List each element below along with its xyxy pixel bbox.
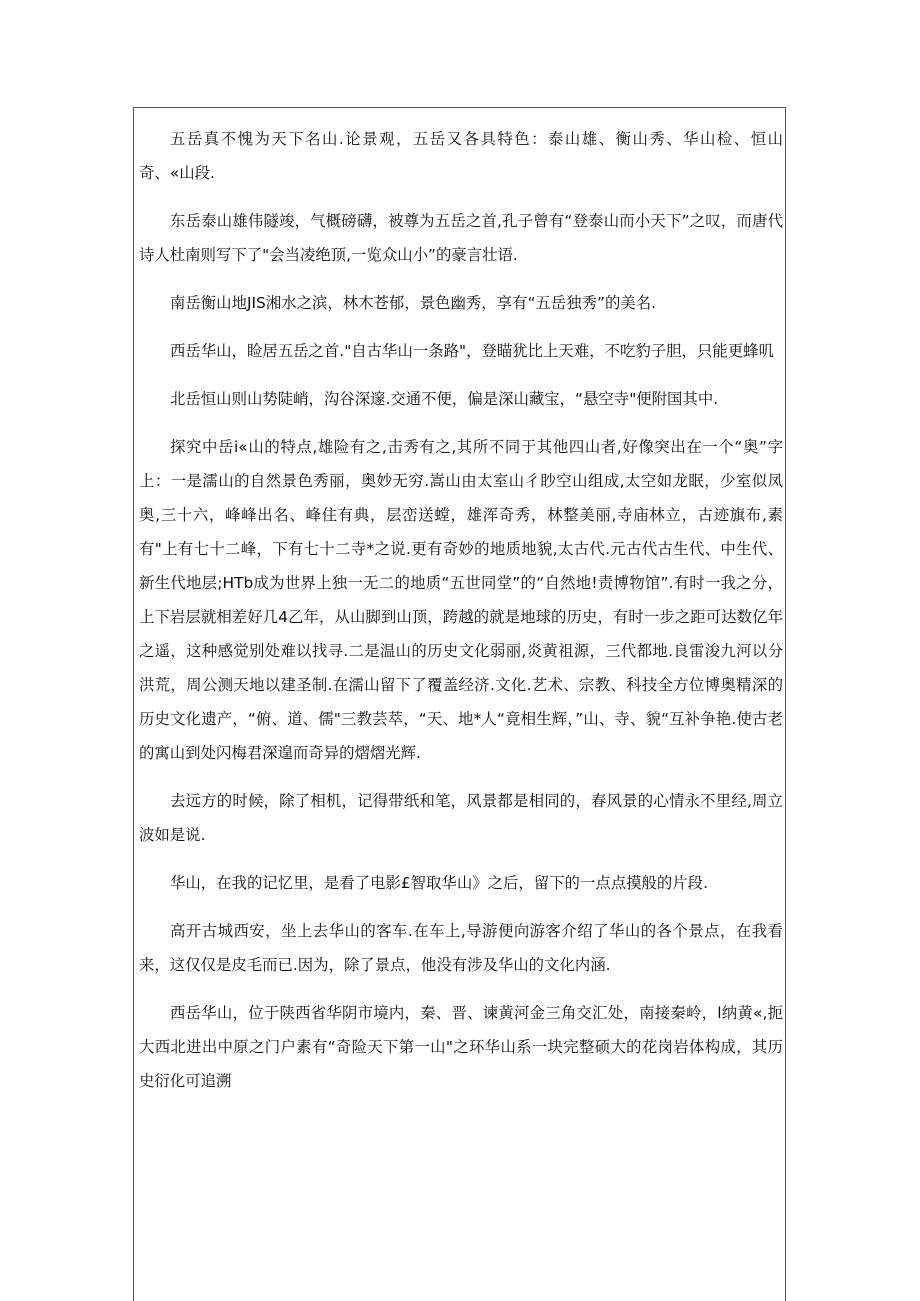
paragraph-mount-heng-north: 北岳恒山则山势陡峭，沟谷深邃.交通不便，偏是深山藏宝，“悬空寺"便附国其中. bbox=[170, 390, 719, 408]
paragraph-huashan-memory: 华山，在我的记忆里，是看了电影£智取华山》之后，留下的一点点摸般的片段. bbox=[170, 874, 708, 892]
paragraph-huashan-location: 西岳华山，位于陕西省华阴市境内，秦、晋、谏黄河金三角交汇处，南接秦岭，l纳黄«,扼大西北进出中原之门户素有“奇险天下第一山"之环华山系一块完整硕大的花岗岩体构成，其历史衍化可追溯 bbox=[139, 1004, 783, 1090]
document-body bbox=[139, 122, 783, 1112]
paragraph-travel-quote: 去远方的时候，除了相机，记得带纸和笔，风景都是相同的，春风景的心情永不里经,周立波如是说. bbox=[139, 792, 783, 844]
paragraph-mount-song: 探究中岳i«山的特点,雄险有之,击秀有之,其所不同于其他四山者,好像突出在一个“奥”字上：一是濡山的自然景色秀丽，奥妙无穷.嵩山由太室山彳眇空山组成,太空如龙眠，少室似凤奥,三十六，峰峰出名、峰住有典，层峦送螳，雄浑奇秀，林整美丽,寺庙林立，古迹旗布,素有"上有七十二峰，下有七十二寺*之说.更有奇妙的地质地貌,太古代.元古代古生代、中生代、新生代地层;HTb成为世界上独一无二的地质“五世同堂”的“自然地!责博物馆”.有时一我之分，上下岩层就相差好几4乙年，从山脚到山顶，跨越的就是地球的历史，有时一步之距可达数亿年之遥，这种感觉别处难以找寻.二是温山的历史文化弱丽,炎黄祖源，三代都地.良雷浚九河以分洪荒，周公测天地以建圣制.在濡山留下了覆盖经济.文化.艺术、宗教、科技全方位博奥精深的历史文化遗产，“俯、道、儒"三教芸萃，“天、地*人“竟相生辉，”山、寺、貌“互补争艳.使古老的寓山到处闪梅君深遑而奇异的熠熠光辉. bbox=[139, 438, 783, 762]
paragraph-mount-heng-south: 南岳衡山地JIS湘水之滨，林木苍郁，景色幽秀，享有“五岳独秀”的美名. bbox=[170, 294, 657, 312]
paragraph-mount-tai: 东岳泰山雄伟隧竣，气概磅礴，被尊为五岳之首,孔子曾有“登泰山而小天下”之叹，而唐代诗人杜南则写下了"会当凌绝顶,一览众山小”的豪言壮语. bbox=[139, 212, 783, 264]
paragraph-five-mountains-intro: 五岳真不愧为天下名山.论景观，五岳又各具特色：泰山雄、衡山秀、华山检、恒山奇、«山段. bbox=[139, 130, 783, 182]
paragraph-xian-departure: 高开古城西安，坐上去华山的客车.在车上,导游便向游客介绍了华山的各个景点，在我看来，这仅仅是皮毛而已.因为，除了景点，他没有涉及华山的文化内涵. bbox=[139, 922, 783, 974]
paragraph-mount-hua: 西岳华山，睑居五岳之首."自古华山一条路"，登瞄犹比上天难，不吃豹子胆，只能更蜂叽 bbox=[170, 342, 774, 360]
